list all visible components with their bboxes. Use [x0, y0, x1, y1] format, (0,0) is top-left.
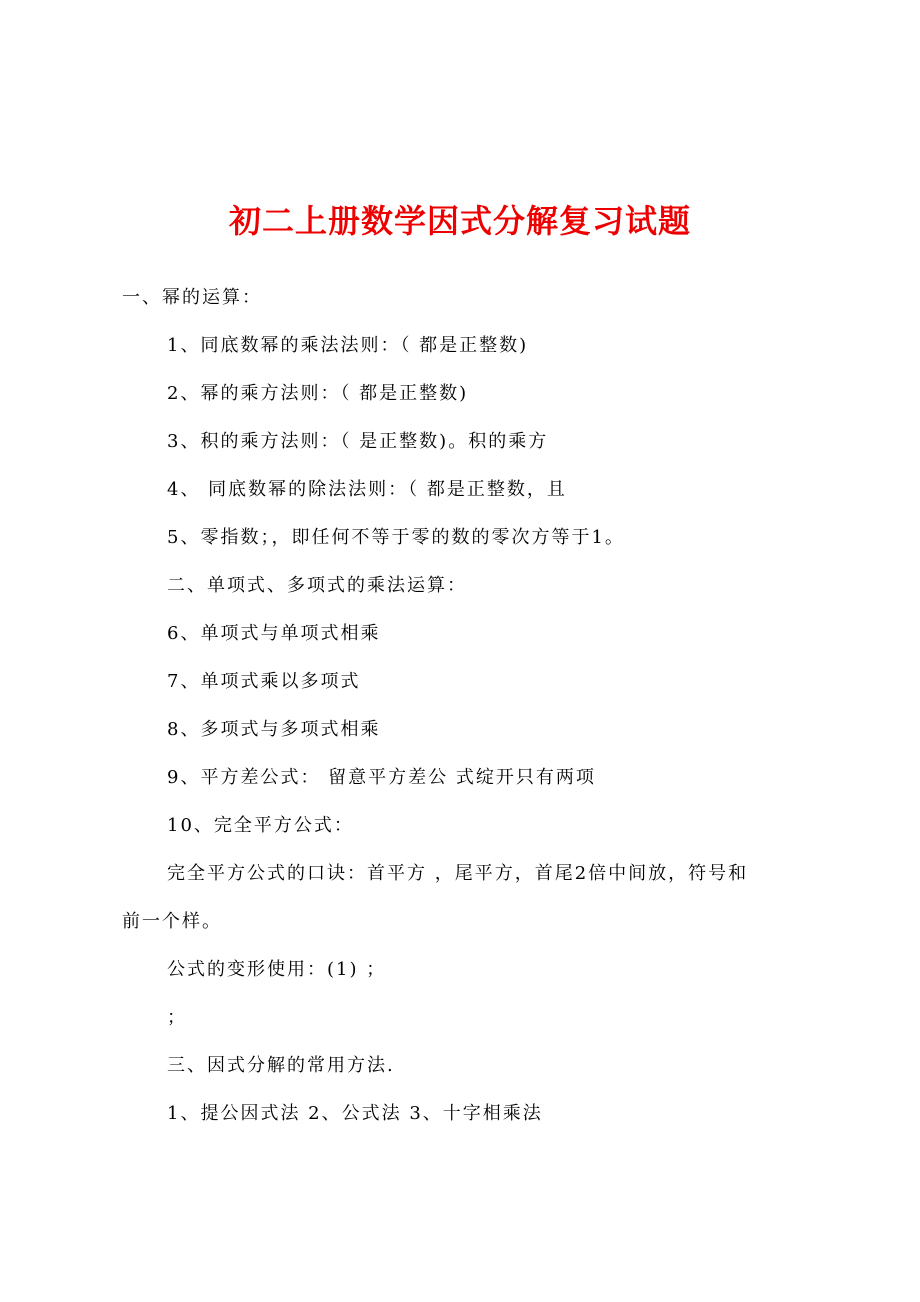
text-line: 9、平方差公式： 留意平方差公 式绽开只有两项 — [167, 767, 596, 788]
section-heading-2: 二、单项式、多项式的乘法运算： — [167, 575, 467, 596]
text-line: 8、多项式与多项式相乘 — [167, 719, 381, 740]
text-line: 1、提公因式法 2、公式法 3、十字相乘法 — [167, 1103, 543, 1124]
text-line: 7、单项式乘以多项式 — [167, 671, 361, 692]
text-line: 公式的变形使用：(1) ； — [167, 959, 387, 980]
text-line: 2、幂的乘方法则：（ 都是正整数) — [167, 383, 469, 404]
text-line: 4、 同底数幂的除法法则：（ 都是正整数，且 — [167, 479, 567, 500]
document-title: 初二上册数学因式分解复习试题 — [228, 202, 691, 240]
text-line: ； — [167, 1007, 187, 1028]
text-line: 6、单项式与单项式相乘 — [167, 623, 381, 644]
text-line: 3、积的乘方法则：（ 是正整数)。积的乘方 — [167, 431, 549, 452]
section-heading-1: 一、幂的运算： — [122, 287, 262, 308]
text-line: 前一个样。 — [122, 911, 222, 932]
text-line: 1、同底数幂的乘法法则：（ 都是正整数) — [167, 335, 529, 356]
text-line: 5、零指数；，即任何不等于零的数的零次方等于1。 — [167, 527, 625, 548]
text-line: 完全平方公式的口诀：首平方 ，尾平方，首尾2倍中间放，符号和 — [167, 863, 749, 884]
section-heading-3: 三、因式分解的常用方法. — [167, 1055, 395, 1076]
text-line: 10、完全平方公式： — [167, 815, 354, 836]
